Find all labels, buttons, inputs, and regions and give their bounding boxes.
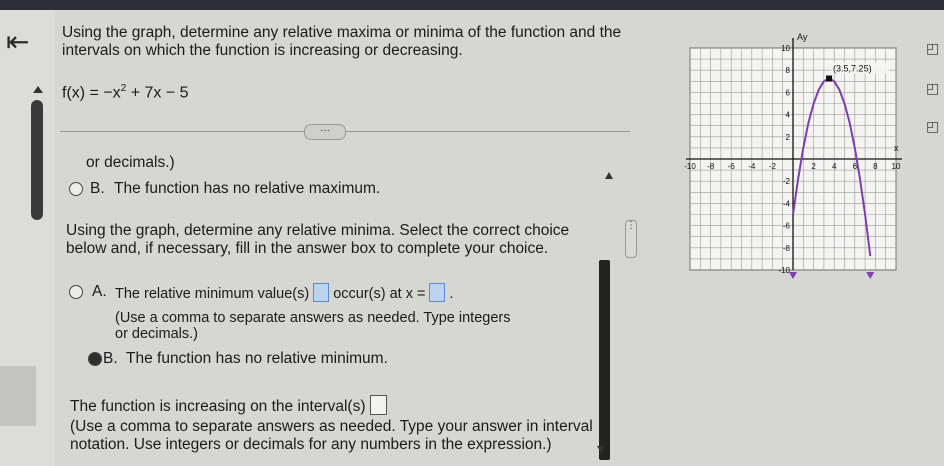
side-tool-icon-1[interactable]: ◰ <box>926 40 940 56</box>
panel-resize-handle[interactable]: ⋮ <box>625 220 637 258</box>
min-value-answer-box[interactable] <box>313 283 329 302</box>
min-option-a-note-line2: or decimals.) <box>115 326 198 342</box>
min-option-a-radio[interactable] <box>69 285 83 299</box>
function-exponent: 2 <box>120 83 127 94</box>
y-tick-label: 8 <box>785 66 790 76</box>
function-graph <box>682 30 922 280</box>
increasing-prompt <box>70 395 391 416</box>
y-axis-label: Ay <box>797 32 808 42</box>
function-suffix: + 7x − 5 <box>126 84 189 102</box>
x-tick-label: 4 <box>831 162 837 171</box>
y-tick-label: -2 <box>782 177 790 187</box>
graph-svg <box>682 30 922 280</box>
scroll-up-icon[interactable] <box>33 86 43 93</box>
increasing-answer-box[interactable] <box>370 395 387 415</box>
vertex-label: (3.5,7.25) <box>833 63 872 74</box>
curve-arrow-left <box>789 272 797 279</box>
top-bar <box>0 0 944 10</box>
y-tick-label: -6 <box>782 221 790 231</box>
min-option-b-radio[interactable] <box>88 352 102 366</box>
x-tick-label: -10 <box>684 162 696 171</box>
min-option-a-text-middle: occur(s) at x = <box>333 286 426 302</box>
function-prefix: f(x) = −x <box>62 84 121 102</box>
x-tick-label: 8 <box>873 162 878 171</box>
curve-arrow-right <box>866 272 874 279</box>
x-tick-label: -6 <box>727 162 735 171</box>
y-tick-label: -8 <box>782 243 790 253</box>
min-prompt-line1: Using the graph, determine any relative minima. Select the correct choice <box>66 222 570 239</box>
more-button[interactable]: ··· <box>304 124 346 140</box>
min-option-a-text-before: The relative minimum value(s) <box>115 286 310 302</box>
increasing-prompt-text: The function is increasing on the interval(s) <box>70 398 366 415</box>
y-tick-label: -10 <box>778 266 790 275</box>
max-option-b-radio[interactable] <box>69 182 83 196</box>
max-note-fragment: or decimals.) <box>86 154 175 171</box>
side-tool-icon-3[interactable]: ◰ <box>926 118 940 134</box>
x-tick-label: 10 <box>891 162 901 171</box>
y-tick-label: 4 <box>785 110 790 120</box>
max-option-b-letter: B. <box>90 180 105 197</box>
x-tick-label: 6 <box>852 162 858 171</box>
x-tick-label: -4 <box>748 162 756 171</box>
min-option-b-letter: B. <box>103 350 118 367</box>
function-equation <box>62 80 189 102</box>
y-tick-label: -4 <box>782 199 790 209</box>
question-instruction-line1: Using the graph, determine any relative maxima or minima of the function and the <box>62 24 622 41</box>
min-option-a-letter: A. <box>92 283 107 300</box>
y-tick-label: 2 <box>785 132 790 142</box>
x-tick-label: -8 <box>707 162 715 171</box>
x-tick-label: -2 <box>768 162 776 171</box>
min-prompt-line2: below and, if necessary, fill in the answer box to complete your choice. <box>66 240 549 257</box>
question-instruction-line2: intervals on which the function is increasing or decreasing. <box>62 42 463 59</box>
min-x-answer-box[interactable] <box>429 283 445 302</box>
min-option-a-note-line1: (Use a comma to separate answers as needed. Type integers <box>115 310 511 326</box>
max-option-b-text: The function has no relative maximum. <box>114 180 381 197</box>
y-tick-label: 10 <box>781 44 790 53</box>
back-arrow-icon[interactable]: ⇤ <box>6 26 30 57</box>
y-tick-label: 6 <box>785 88 790 98</box>
x-tick-label: 2 <box>811 162 816 171</box>
x-axis-label: x <box>894 143 899 153</box>
side-tool-icon-2[interactable]: ◰ <box>926 80 940 96</box>
vertex-point <box>826 76 832 82</box>
panel-scrollbar[interactable] <box>599 260 610 460</box>
increasing-note-line1: (Use a comma to separate answers as needed. Type your answer in interval <box>70 418 593 435</box>
min-option-a-text-after: . <box>449 286 454 302</box>
right-scroll-up-icon[interactable] <box>605 172 613 179</box>
increasing-note-line2: notation. Use integers or decimals for any numbers in the expression.) <box>70 436 552 453</box>
left-scrollbar[interactable] <box>31 100 43 220</box>
min-option-a-sentence <box>115 283 454 303</box>
left-panel-block <box>0 366 36 426</box>
right-scroll-down-icon[interactable] <box>597 446 605 453</box>
min-option-b-text: The function has no relative minimum. <box>126 350 388 367</box>
